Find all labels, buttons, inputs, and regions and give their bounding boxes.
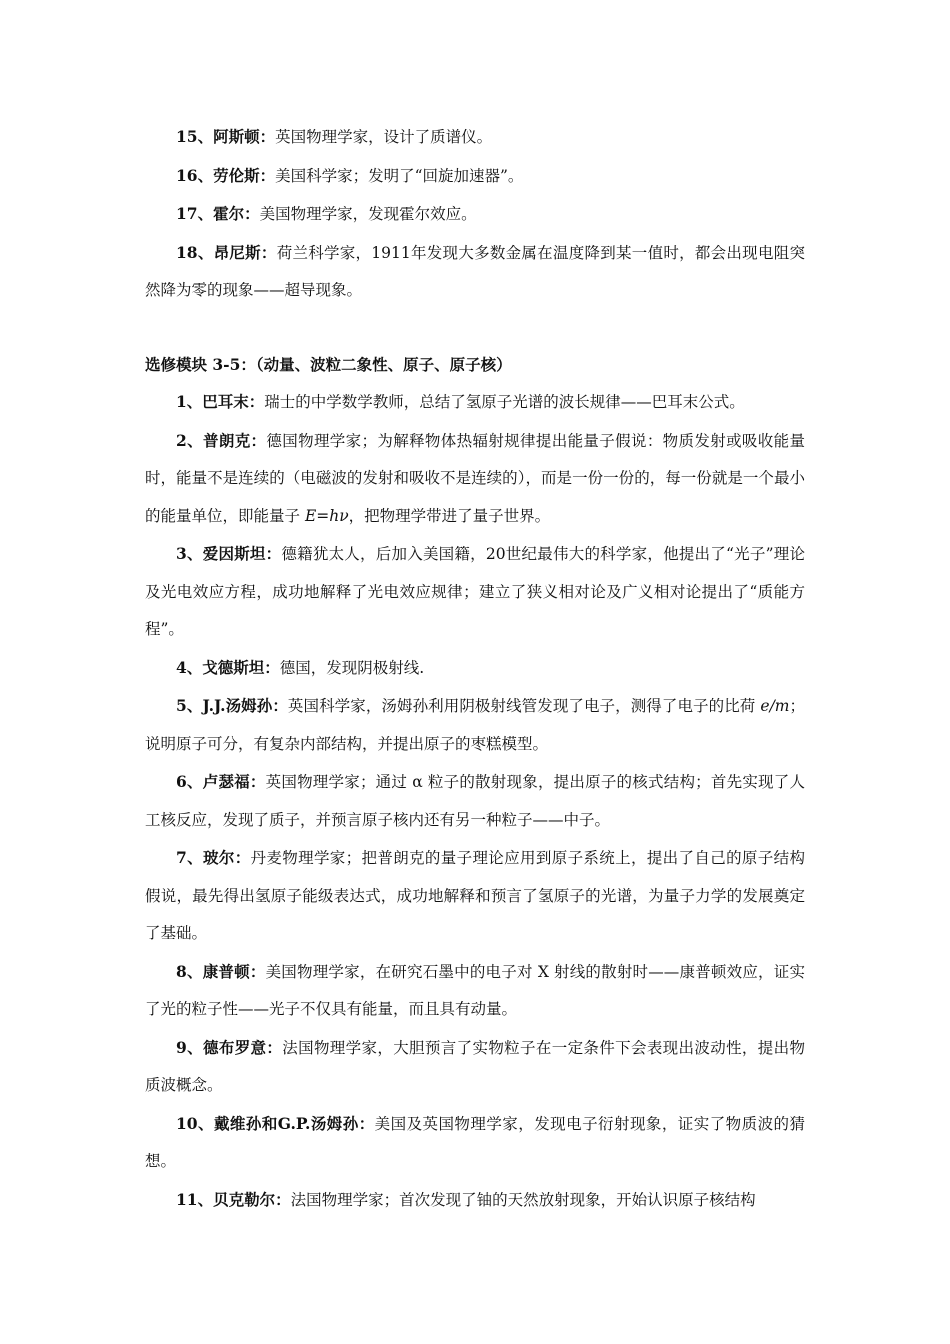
entry-name: 4、戈德斯坦：	[176, 657, 280, 677]
entry-hall	[145, 195, 805, 234]
entry-text: 德国物理学家；为解释物体热辐射规律提出能量子假说：物质发射或吸收能量时，能量不是连续的（电磁波的发射和吸收不是连续的），而是一份一份的，每一份就是一个最小的能量单位，即能量子	[145, 431, 805, 525]
entry-name: 18、昂尼斯：	[176, 242, 277, 262]
entry-aston	[145, 118, 805, 157]
entry-name: 6、卢瑟福：	[176, 772, 266, 791]
entry-text: 德籍犹太人，后加入美国籍，20世纪最伟大的科学家，他提出了“光子”理论及光电效应方程，成功地解释了光电效应规律；建立了狭义相对论及广义相对论提出了“质能方程”。	[145, 545, 805, 638]
entry-text-after: ，把物理学带进了量子世界。	[348, 506, 551, 525]
entry-text-after: ；说明原子可分，有复杂内部结构，并提出原子的枣糕模型。	[145, 697, 805, 753]
formula: E=hν	[304, 506, 349, 525]
entry-balmer	[145, 383, 805, 422]
document-body	[145, 118, 805, 1219]
entry-davisson-thomson	[145, 1105, 805, 1181]
entry-name: 10、戴维孙和G.P.汤姆孙：	[176, 1113, 375, 1133]
entry-name: 16、劳伦斯：	[176, 165, 276, 185]
section-gap	[145, 310, 805, 346]
entry-bohr	[145, 839, 805, 953]
entry-name: 17、霍尔：	[176, 204, 260, 223]
entry-text: 美国物理学家，在研究石墨中的电子对 X 射线的散射时——康普顿效应，证实了光的粒子性——光子不仅具有能量，而且具有动量。	[145, 962, 805, 1018]
entry-text: 瑞士的中学数学教师，总结了氢原子光谱的波长规律——巴耳末公式。	[264, 393, 745, 411]
entry-name: 15、阿斯顿：	[176, 127, 276, 146]
entry-de-broglie	[145, 1029, 805, 1105]
entry-name: 11、贝克勒尔：	[176, 1189, 291, 1209]
entry-name: 3、爱因斯坦：	[176, 544, 282, 563]
entry-becquerel	[145, 1181, 805, 1220]
entry-goldstein	[145, 649, 805, 688]
entry-text: 法国物理学家；首次发现了铀的天然放射现象，开始认识原子核结构	[290, 1190, 756, 1209]
section-title: 选修模块 3-5：（动量、波粒二象性、原子、原子核）	[145, 354, 512, 374]
entry-text: 法国物理学家，大胆预言了实物粒子在一定条件下会表现出波动性，提出物质波概念。	[145, 1038, 805, 1094]
entry-text: 英国物理学家，设计了质谱仪。	[275, 128, 493, 146]
entry-name: 1、巴耳末：	[176, 392, 265, 411]
entry-text: 美国物理学家，发现霍尔效应。	[259, 205, 477, 223]
entry-name: 7、玻尔：	[176, 848, 251, 867]
entry-name: 2、普朗克：	[176, 430, 267, 450]
entry-onnes	[145, 234, 805, 310]
formula: e/m	[760, 697, 790, 715]
entry-text: 德国，发现阴极射线.	[279, 658, 425, 677]
entry-rutherford	[145, 763, 805, 839]
entry-jj-thomson	[145, 687, 805, 763]
entry-compton	[145, 953, 805, 1029]
entry-text: 美国科学家；发明了“回旋加速器”。	[275, 166, 524, 185]
entry-name: 9、德布罗意：	[176, 1037, 283, 1057]
entry-name: 8、康普顿：	[176, 961, 266, 981]
entry-text: 英国物理学家；通过 α 粒子的散射现象，提出原子的核式结构；首先实现了人工核反应，发现了质子，并预言原子核内还有另一种粒子——中子。	[145, 773, 805, 829]
entry-lawrence	[145, 157, 805, 196]
entry-text: 丹麦物理学家；把普朗克的量子理论应用到原子系统上，提出了自己的原子结构假说，最先得出氢原子能级表达式，成功地解释和预言了氢原子的光谱，为量子力学的发展奠定了基础。	[145, 849, 805, 942]
entry-name: 5、J.J.汤姆孙：	[176, 696, 288, 715]
entry-planck	[145, 422, 805, 536]
entry-text: 荷兰科学家，1911年发现大多数金属在温度降到某一值时，都会出现电阻突然降为零的现象——超导现象。	[145, 243, 805, 299]
entry-text: 英国科学家，汤姆孙利用阴极射线管发现了电子，测得了电子的比荷	[287, 697, 761, 715]
entry-einstein	[145, 535, 805, 649]
entry-text: 美国及英国物理学家，发现电子衍射现象，证实了物质波的猜想。	[145, 1114, 805, 1170]
